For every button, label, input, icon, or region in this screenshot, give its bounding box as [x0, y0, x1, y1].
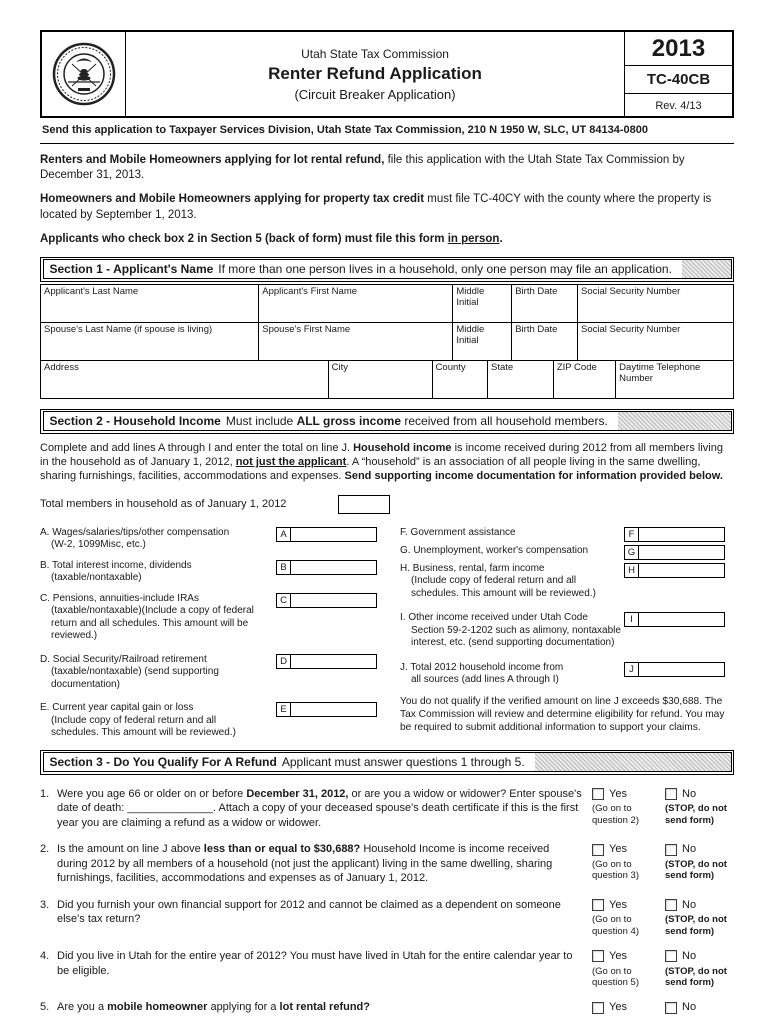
line-e-amount [276, 702, 377, 717]
line-b-amount [276, 560, 377, 575]
line-c-letter: C [276, 593, 291, 608]
section1-header-fill [682, 260, 731, 278]
intro-homeowners: Homeowners and Mobile Homeowners applying for property tax credit must file TC-40CY with the county where the property is located by September 1, 2013. [40, 193, 712, 221]
field-zip-code[interactable] [553, 360, 615, 398]
line-j-amount [624, 662, 725, 677]
total-members-label: Total members in household as of January 1, 2012 [40, 498, 287, 511]
q4-yes-note: (Go on to question 5) [592, 965, 640, 989]
line-h-letter: H [624, 563, 639, 578]
field-label: Spouse's First Name [262, 323, 351, 335]
section1-title: Section 1 - Applicant's Name [49, 262, 214, 277]
line-a-amount [276, 527, 377, 542]
question-2-number: 2. [40, 843, 50, 856]
line-g-letter: G [624, 545, 639, 560]
total-members-input[interactable] [338, 495, 390, 514]
question-1 [40, 787, 734, 831]
question-4-number: 4. [40, 950, 50, 963]
section2-title: Section 2 - Household Income [49, 414, 221, 429]
question-3-no-column [665, 898, 731, 937]
income-left-column [40, 527, 400, 740]
question-1-yes-column [592, 787, 658, 826]
field-label: Daytime Telephone Number [619, 361, 701, 384]
q1-no-checkbox[interactable] [665, 788, 677, 800]
applicant-address-table [40, 360, 734, 399]
field-label: Social Security Number [581, 285, 681, 297]
q5-yes-checkbox[interactable] [592, 1002, 604, 1014]
q1-no-label: No [682, 787, 697, 800]
line-j-letter: J [624, 662, 639, 677]
line-h-label: H. Business, rental, farm income (Include copy of federal return and all schedules. This amount will be reviewed.) [400, 562, 596, 599]
q1-no-note: (STOP, do not send form) [665, 803, 727, 826]
q1-yes-checkbox[interactable] [592, 788, 604, 800]
q2-yes-checkbox[interactable] [592, 844, 604, 856]
q2-no-note: (STOP, do not send form) [665, 858, 727, 882]
form-header [40, 30, 734, 118]
field-spouse-last-name[interactable] [41, 322, 259, 360]
field-label: Applicant's Last Name [44, 285, 139, 297]
line-a-input[interactable] [291, 527, 377, 542]
field-spouse-ssn[interactable] [578, 322, 734, 360]
income-columns [40, 527, 734, 740]
line-f-amount [624, 527, 725, 542]
question-5-answers [592, 1000, 734, 1015]
field-county[interactable] [432, 360, 487, 398]
line-c-input[interactable] [291, 593, 377, 608]
line-f-letter: F [624, 527, 639, 542]
income-line-b [40, 560, 400, 585]
seal-cell [42, 32, 126, 116]
line-d-label: D. Social Security/Railroad retirement (taxable/nontaxable) (send supporting documentation) [40, 653, 219, 690]
form-year: 2013 [625, 32, 732, 66]
form-id-box [624, 32, 732, 116]
question-2-no-column [665, 842, 731, 881]
line-c-label: C. Pensions, annuities-include IRAs (taxable/nontaxable)(Include a copy of federal return and all schedules. This amount will be reviewed.) [40, 592, 254, 642]
form-number: TC-40CB [625, 66, 732, 94]
q4-no-note: (STOP, do not send form) [665, 965, 727, 989]
field-label: Middle Initial [456, 285, 485, 308]
question-2-text: Is the amount on line J above less than or equal to $30,688? Household Income is income received during 2012 by all members of a household (not just the applicant) living in the same dwelling, sharing furnishings, facilities, accommodations and expenses as of January 1, 2012. [57, 843, 553, 885]
section2-subtitle: Must include ALL gross income received from all household members. [225, 414, 608, 429]
field-daytime-phone[interactable] [616, 360, 734, 398]
section3-header-fill [535, 753, 731, 771]
line-d-input[interactable] [291, 654, 377, 669]
intro-in-person: Applicants who check box 2 in Section 5 (back of form) must file this form in person. [40, 232, 503, 245]
field-label: County [435, 361, 466, 373]
section1-header [40, 257, 734, 282]
question-1-answers [592, 787, 734, 831]
q5-yes-label: Yes [609, 1001, 627, 1014]
question-4 [40, 949, 734, 988]
question-3-number: 3. [40, 898, 50, 911]
applicant-name-table [40, 284, 734, 361]
line-b-label: B. Total interest income, dividends (taxable/nontaxable) [40, 559, 192, 584]
q3-no-label: No [682, 898, 697, 911]
question-1-number: 1. [40, 787, 50, 800]
section3-subtitle: Applicant must answer questions 1 through 5. [281, 755, 525, 770]
q5-no-label: No [682, 1001, 697, 1014]
question-5-number: 5. [40, 1001, 50, 1014]
agency-name: Utah State Tax Commission [301, 46, 449, 61]
income-line-g [400, 545, 734, 560]
field-applicant-birth-date[interactable] [512, 284, 578, 322]
question-2-answers [592, 842, 734, 886]
field-label: Birth Date [515, 285, 558, 297]
line-i-label: I. Other income received under Utah Code Section 59-2-1202 such as alimony, nontaxable interest, etc. (send supporting documentation) [400, 612, 621, 649]
field-spouse-birth-date[interactable] [512, 322, 578, 360]
field-label: Social Security Number [581, 323, 681, 335]
question-5 [40, 1000, 734, 1015]
q3-yes-checkbox[interactable] [592, 899, 604, 911]
line-h-amount [624, 563, 725, 578]
field-label: Birth Date [515, 323, 558, 335]
question-4-no-column [665, 949, 731, 988]
line-e-label: E. Current year capital gain or loss (Include copy of federal return and all schedules. This amount will be reviewed.) [40, 702, 236, 739]
section1-subtitle: If more than one person lives in a household, only one person may file an application. [218, 262, 672, 277]
income-line-c [40, 593, 400, 643]
section2-header-fill [618, 412, 731, 430]
q2-yes-label: Yes [609, 843, 627, 856]
table-row [41, 284, 734, 322]
question-1-no-column [665, 787, 731, 826]
q1-yes-label: Yes [609, 787, 627, 800]
line-d-amount [276, 654, 377, 669]
question-3-yes-column [592, 898, 658, 937]
q2-yes-note: (Go on to question 3) [592, 858, 640, 882]
line-i-letter: I [624, 612, 639, 627]
table-row [41, 360, 734, 398]
field-label: Middle Initial [456, 323, 485, 346]
question-5-yes-column [592, 1000, 658, 1015]
section3-header [40, 750, 734, 775]
field-applicant-ssn[interactable] [578, 284, 734, 322]
eligibility-note: You do not qualify if the verified amount on line J exceeds $30,688. The Tax Commission will review and determine eligibility for refund. You may be required to submit additional information to support your claims. [400, 695, 725, 734]
q3-no-note: (STOP, do not send form) [665, 914, 727, 937]
line-i-amount [624, 612, 725, 627]
send-instruction: Send this application to Taxpayer Services Division, Utah State Tax Commission, 210 N 1950 W, SLC, UT 84134-0800 [40, 118, 734, 144]
line-g-input[interactable] [639, 545, 725, 560]
line-d-letter: D [276, 654, 291, 669]
field-applicant-middle-initial[interactable] [453, 284, 512, 322]
utah-state-seal-icon [52, 42, 116, 106]
q3-yes-note: (Go on to question 4) [592, 914, 640, 937]
line-e-input[interactable] [291, 702, 377, 717]
income-right-column [400, 527, 734, 740]
income-line-f [400, 527, 734, 542]
income-line-e [40, 702, 400, 740]
income-line-i [400, 612, 734, 650]
field-applicant-first-name[interactable] [259, 284, 453, 322]
line-b-letter: B [276, 560, 291, 575]
line-f-label: F. Government assistance [400, 526, 516, 538]
q4-yes-label: Yes [609, 950, 627, 963]
line-h-input[interactable] [639, 563, 725, 578]
section2-header [40, 409, 734, 434]
field-applicant-last-name[interactable] [41, 284, 259, 322]
field-label: Applicant's First Name [262, 285, 358, 297]
form-title: Renter Refund Application [268, 63, 482, 83]
form-subtitle: (Circuit Breaker Application) [294, 86, 456, 102]
field-address[interactable] [41, 360, 329, 398]
line-c-amount [276, 593, 377, 608]
field-label: State [490, 361, 514, 373]
line-a-label: A. Wages/salaries/tips/other compensation (W-2, 1099Misc, etc.) [40, 526, 230, 551]
q3-yes-label: Yes [609, 898, 627, 911]
header-titles [126, 32, 624, 116]
line-a-letter: A [276, 527, 291, 542]
field-label: Spouse's Last Name (if spouse is living) [44, 323, 213, 335]
question-5-text: Are you a mobile homeowner applying for a lot rental refund? [57, 1001, 370, 1014]
field-label: Address [44, 361, 79, 373]
question-2 [40, 842, 734, 886]
field-spouse-middle-initial[interactable] [453, 322, 512, 360]
question-3-text: Did you furnish your own financial support for 2012 and cannot be claimed as a dependent on someone else's tax return? [57, 898, 561, 926]
q1-yes-note: (Go on to question 2) [592, 803, 640, 826]
line-e-letter: E [276, 702, 291, 717]
field-label: ZIP Code [556, 361, 597, 373]
q2-no-label: No [682, 843, 697, 856]
q3-no-checkbox[interactable] [665, 899, 677, 911]
question-4-answers [592, 949, 734, 988]
line-j-label: J. Total 2012 household income from all sources (add lines A through I) [400, 661, 564, 686]
income-line-h [400, 563, 734, 601]
line-i-input[interactable] [639, 612, 725, 627]
income-line-j [400, 662, 734, 687]
question-3 [40, 898, 734, 937]
question-3-answers [592, 898, 734, 937]
field-label: City [331, 361, 348, 373]
field-city[interactable] [328, 360, 432, 398]
intro-renters: Renters and Mobile Homeowners applying for lot rental refund, file this application with the Utah State Tax Commission by December 31, 2013. [40, 154, 685, 182]
section3-title: Section 3 - Do You Qualify For A Refund [49, 755, 277, 770]
q2-no-checkbox[interactable] [665, 844, 677, 856]
question-1-text: Were you age 66 or older on or before December 31, 2012, or are you a widow or widower? Enter spouse's date of death: ______________. Attach a copy of your deceased spouse's death certificate if this is the first year you are claiming a refund as a widow or widower. [57, 787, 582, 829]
line-j-input[interactable] [639, 662, 725, 677]
question-4-yes-column [592, 949, 658, 988]
line-b-input[interactable] [291, 560, 377, 575]
field-spouse-first-name[interactable] [259, 322, 453, 360]
question-2-yes-column [592, 842, 658, 881]
q4-no-checkbox[interactable] [665, 950, 677, 962]
line-g-label: G. Unemployment, worker's compensation [400, 544, 589, 556]
total-members-row [40, 495, 734, 514]
q4-no-label: No [682, 950, 697, 963]
line-f-input[interactable] [639, 527, 725, 542]
household-income-description: Complete and add lines A through I and enter the total on line J. Household income is income received during 2012 from all members living in the household as of January 1, 2012, not just the applicant. A “household” is an association of all people living in the same dwelling, sharing furnishings, facilities, accommodations and expenses. Send supporting income documentation for information provided below. [40, 441, 723, 483]
form-revision: Rev. 4/13 [655, 100, 702, 112]
question-4-text: Did you live in Utah for the entire year of 2012? You must have lived in Utah for the entire calendar year to be eligible. [57, 950, 573, 977]
line-g-amount [624, 545, 725, 560]
table-row [41, 322, 734, 360]
q4-yes-checkbox[interactable] [592, 950, 604, 962]
field-state[interactable] [487, 360, 553, 398]
income-line-a [40, 527, 400, 552]
income-line-d [40, 654, 400, 692]
q5-no-checkbox[interactable] [665, 1002, 677, 1014]
question-5-no-column [665, 1000, 731, 1015]
